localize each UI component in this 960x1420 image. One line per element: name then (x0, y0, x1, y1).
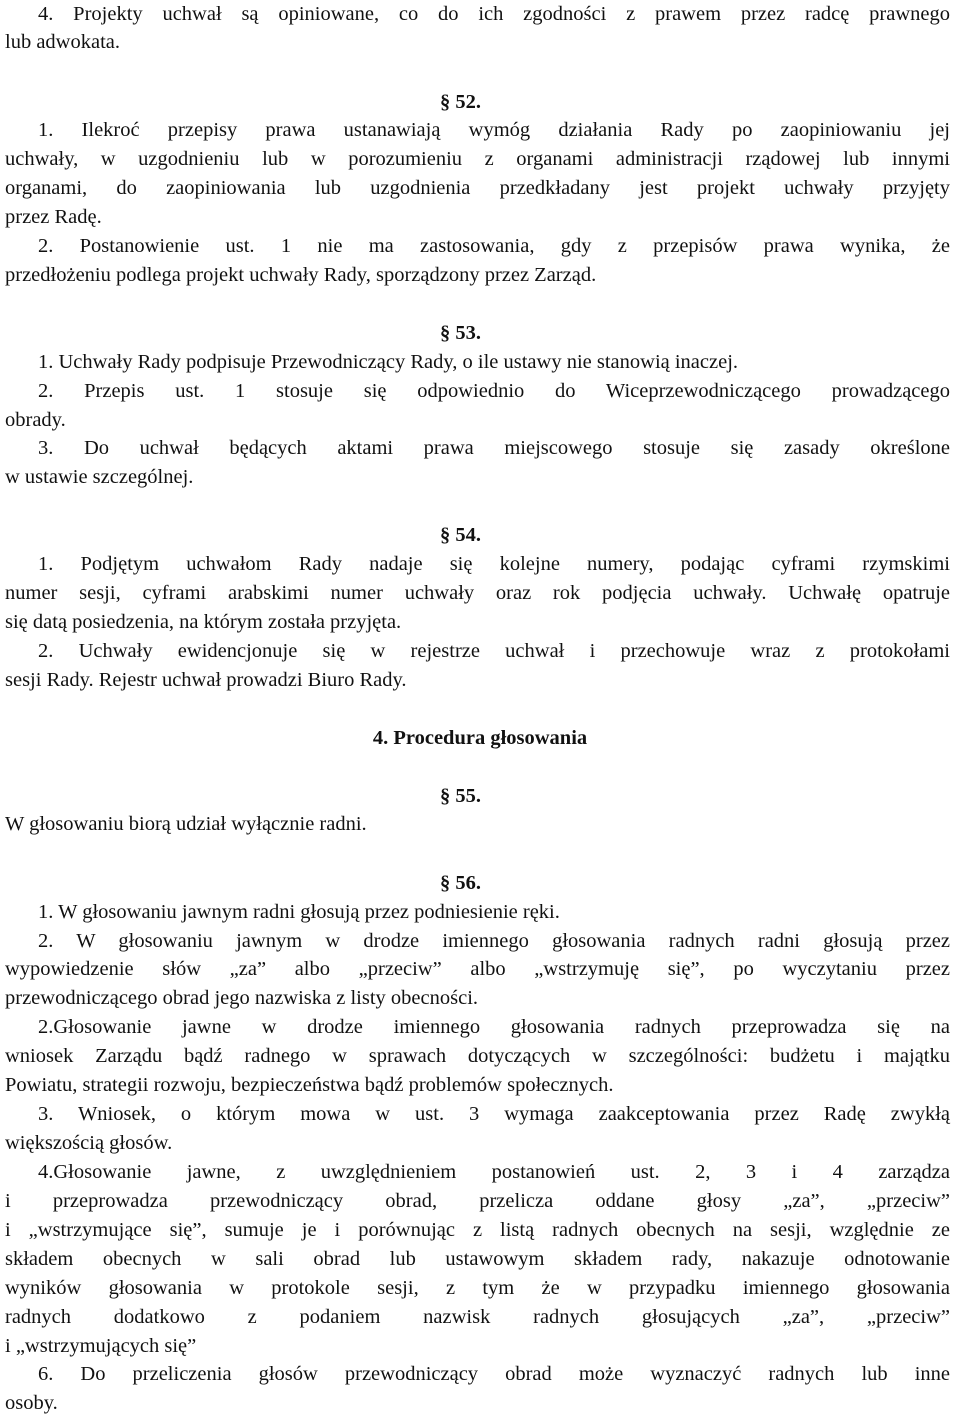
text-line: wniosek Zarządu bądź radnego w sprawach dotyczących w szczególności: budżetu i majątku (5, 1045, 950, 1067)
text-line: większością głosów. (5, 1132, 173, 1154)
text-line: i „wstrzymujące się”, sumuje je i porównując z listą radnych obecnych na sesji, względnie ze (5, 1219, 950, 1241)
text-line: osoby. (5, 1392, 58, 1414)
text-line: i przeprowadza przewodniczący obrad, przelicza oddane głosy „za”, „przeciw” (5, 1190, 950, 1212)
paragraph-number: § 54. (440, 524, 481, 546)
paragraph-number: § 56. (440, 872, 481, 894)
section-heading: 4. Procedura głosowania (372, 727, 588, 749)
text-line: 4. Projekty uchwał są opiniowane, co do ich zgodności z prawem przez radcę prawnego (38, 3, 950, 25)
paragraph-number: § 55. (440, 785, 481, 807)
text-line: 2. Postanowienie ust. 1 nie ma zastosowania, gdy z przepisów prawa wynika, że (38, 235, 950, 257)
text-line: 1. Podjętym uchwałom Rady nadaje się kolejne numery, podając cyframi rzymskimi (38, 553, 950, 575)
text-line: wyników głosowania w protokole sesji, z tym że w przypadku imiennego głosowania (5, 1277, 950, 1299)
text-line: 1. Ilekroć przepisy prawa ustanawiają wymóg działania Rady po zaopiniowaniu jej (38, 119, 950, 141)
text-line: 3. Do uchwał będących aktami prawa miejscowego stosuje się zasady określone (38, 437, 950, 459)
text-line: 6. Do przeliczenia głosów przewodniczący obrad może wyznaczyć radnych lub inne (38, 1363, 950, 1385)
text-line: sesji Rady. Rejestr uchwał prowadzi Biuro Rady. (5, 669, 407, 691)
paragraph-number: § 53. (440, 322, 481, 344)
text-line: przez Radę. (5, 206, 102, 228)
text-line: 2.Głosowanie jawne w drodze imiennego głosowania radnych przeprowadza się na (38, 1016, 950, 1038)
text-line: przewodniczącego obrad jego nazwiska z listy obecności. (5, 987, 479, 1009)
text-line: W głosowaniu biorą udział wyłącznie radni. (5, 813, 367, 835)
text-line: 2. W głosowaniu jawnym w drodze imiennego głosowania radnych radni głosują przez (38, 930, 950, 952)
text-line: 2. Uchwały ewidencjonuje się w rejestrze uchwał i przechowuje wraz z protokołami (38, 640, 950, 662)
text-line: w ustawie szczególnej. (5, 466, 194, 488)
text-line: lub adwokata. (5, 31, 120, 53)
text-line: 1. Uchwały Rady podpisuje Przewodniczący Rady, o ile ustawy nie stanowią inaczej. (38, 351, 739, 373)
text-line: obrady. (5, 409, 66, 431)
text-line: organami, do zaopiniowania lub uzgodnienia przedkładany jest projekt uchwały przyjęty (5, 177, 950, 199)
text-line: 1. W głosowaniu jawnym radni głosują przez podniesienie ręki. (38, 901, 560, 923)
text-line: przedłożeniu podlega projekt uchwały Rady, sporządzony przez Zarząd. (5, 264, 597, 286)
text-line: Powiatu, strategii rozwoju, bezpieczeństwa bądź problemów społecznych. (5, 1074, 614, 1096)
text-line: się datą posiedzenia, na którym została przyjęta. (5, 611, 402, 633)
text-line: składem obecnych w sali obrad lub ustawowym składem rady, nakazuje odnotowanie (5, 1248, 950, 1270)
text-line: 2. Przepis ust. 1 stosuje się odpowiednio do Wiceprzewodniczącego prowadzącego (38, 380, 950, 402)
text-line: 3. Wniosek, o którym mowa w ust. 3 wymaga zaakceptowania przez Radę zwykłą (38, 1103, 950, 1125)
text-line: uchwały, w uzgodnieniu lub w porozumieniu z organami administracji rządowej lub innymi (5, 148, 950, 170)
text-line: numer sesji, cyframi arabskimi numer uchwały oraz rok podjęcia uchwały. Uchwałę opatruje (5, 582, 950, 604)
text-line: i „wstrzymujących się” (5, 1335, 197, 1357)
text-line: radnych dodatkowo z podaniem nazwisk radnych głosujących „za”, „przeciw” (5, 1306, 950, 1328)
text-line: wypowiedzenie słów „za” albo „przeciw” albo „wstrzymuję się”, po wyczytaniu przez (5, 958, 950, 980)
text-line: 4.Głosowanie jawne, z uwzględnieniem postanowień ust. 2, 3 i 4 zarządza (38, 1161, 950, 1183)
paragraph-number: § 52. (440, 91, 481, 113)
